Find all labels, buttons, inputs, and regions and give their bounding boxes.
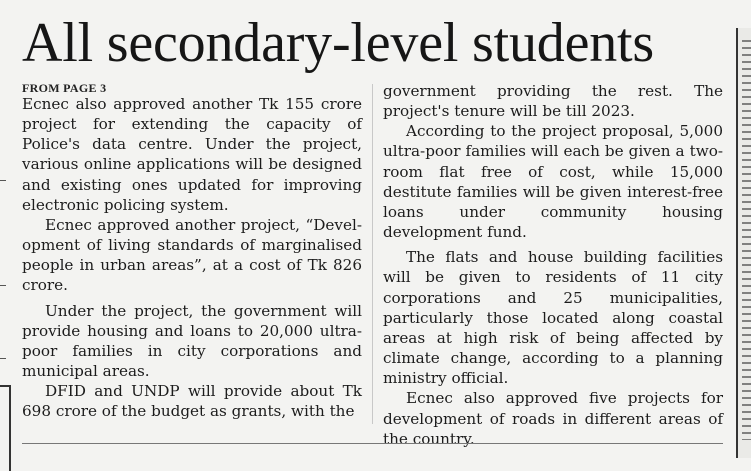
paragraph: Under the project, the government will provide housing and loans to 20,000 ultra-poor families in city corporations and municipal areas.: [22, 301, 362, 381]
column-right: [383, 81, 723, 449]
paragraph: government providing the rest. The project's tenure will be till 2023.: [383, 82, 723, 121]
adjacent-box-edge: [0, 385, 11, 471]
adjacent-article-edge: [736, 28, 751, 458]
edge-mark: [0, 358, 6, 359]
headline: All secondary-level students: [22, 12, 655, 74]
paragraph: The flats and house building facilities will be given to residents of 11 city corporations and 25 municipalities, particularly those located along coastal areas at high risk of being affected by climate change, according to a planning ministry official.: [383, 248, 723, 388]
bottom-rule: [22, 443, 723, 444]
column-left: [22, 94, 362, 422]
adjacent-text-fragment: [742, 40, 751, 440]
paragraph: Ecnec approved another project, “Development of living standards of marginalised people in urban areas”, at a cost of Tk 826 crore.: [22, 215, 362, 295]
edge-mark: [0, 180, 6, 181]
edge-mark: [0, 285, 6, 286]
paragraph: DFID and UNDP will provide about Tk 698 crore of the budget as grants, with the: [22, 382, 362, 421]
paragraph: Ecnec also approved another Tk 155 crore project for extending the capacity of Police's data centre. Under the project, various online applications will be designed and existing ones updated for improving electronic policing system.: [22, 95, 362, 214]
continued-from-label: FROM PAGE 3: [22, 81, 107, 95]
paragraph: Ecnec also approved five projects for development of roads in different areas of the country.: [383, 389, 723, 448]
paragraph: According to the project proposal, 5,000 ultra-poor families will each be given a two-room flat free of cost, while 15,000 destitute families will be given interest-free loans under community housing development fund.: [383, 122, 723, 242]
column-divider: [372, 84, 373, 424]
